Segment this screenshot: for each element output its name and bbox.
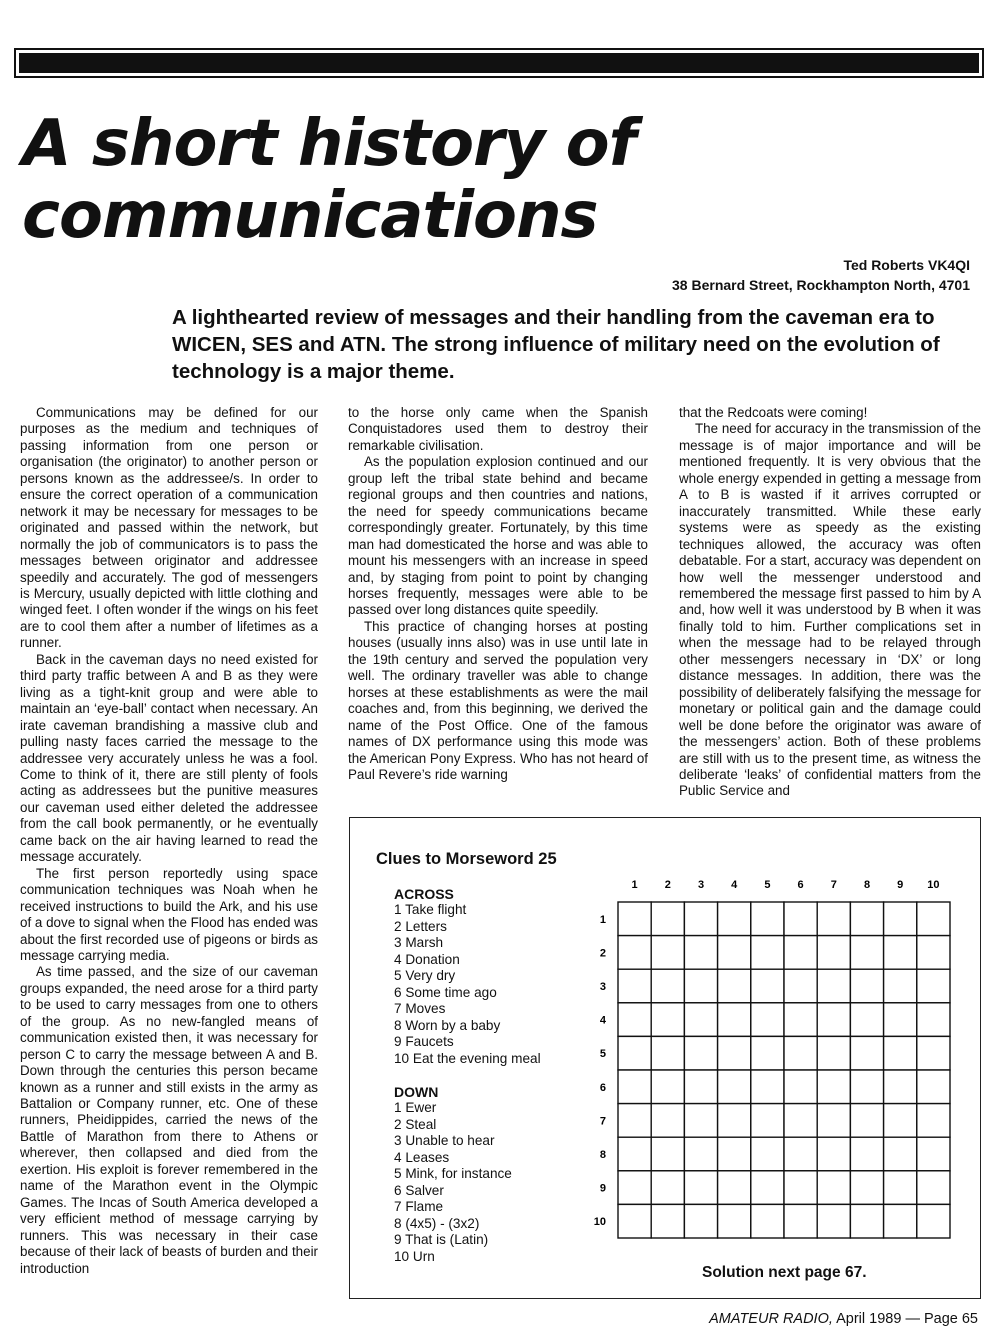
grid-cell <box>684 1003 717 1037</box>
grid-cell <box>884 936 917 970</box>
grid-cell <box>684 1204 717 1238</box>
clue-item: 5 Very dry <box>394 968 456 984</box>
grid-cell <box>751 1036 784 1070</box>
grid-cell <box>618 936 651 970</box>
author-block <box>672 255 970 295</box>
grid-cell <box>618 1104 651 1138</box>
grid-cell <box>784 1036 817 1070</box>
clue-item: 3 Marsh <box>394 935 444 951</box>
row-number: 10 <box>593 1216 606 1229</box>
grid-cell <box>884 1104 917 1138</box>
grid-cell <box>817 936 850 970</box>
grid-cell <box>618 969 651 1003</box>
grid-cell <box>718 936 751 970</box>
grid-cell <box>817 1104 850 1138</box>
grid-cell <box>718 1104 751 1138</box>
grid-cell <box>651 1003 684 1037</box>
grid-cell <box>751 969 784 1003</box>
grid-cell <box>718 969 751 1003</box>
solution-note: Solution next page 67. <box>702 1264 867 1281</box>
grid-cell <box>850 902 883 936</box>
clue-item: 6 Salver <box>394 1182 444 1198</box>
grid-cell <box>751 1171 784 1205</box>
grid-cell <box>618 1137 651 1171</box>
grid-cell <box>684 902 717 936</box>
title-line-2: communications <box>22 179 598 253</box>
column-number: 1 <box>631 879 638 891</box>
grid-cell <box>618 1036 651 1070</box>
grid-cell <box>684 1070 717 1104</box>
article-lede: A lighthearted review of messages and their handling from the caveman era to WICEN, SES and ATN. The strong influence of military need on the evolution of technology is a major theme. <box>172 306 940 383</box>
grid-cell <box>850 969 883 1003</box>
clue-item: 5 Mink, for instance <box>394 1166 512 1182</box>
row-number: 3 <box>599 981 606 993</box>
morseword-box <box>349 817 981 1299</box>
row-number: 1 <box>599 913 606 926</box>
grid-cell <box>917 969 950 1003</box>
grid-cell <box>618 902 651 936</box>
grid-cell <box>784 1171 817 1205</box>
puzzle-grid <box>350 818 980 1298</box>
grid-cell <box>917 1003 950 1037</box>
column-number: 8 <box>863 879 871 891</box>
grid-cell <box>618 1171 651 1205</box>
grid-cell <box>651 902 684 936</box>
grid-cell <box>718 1137 751 1171</box>
paragraph: Back in the caveman days no need existed for third party traffic between A and B as they were living as a tight-knit group and were able to maintain an ‘eye-ball’ contact when necessary. An irate caveman brandishing a massive club and pulling nasty faces carried the message to the addressee very accurately unless he was a fool. Come to think of it, there are still plenty of fools acting as addressees but the punitive measures our caveman used either deleted the addressee from the call book permanently, or he eventually came back on the air having learned to read the message accurately. <box>20 651 318 865</box>
grid-cell <box>651 1137 684 1171</box>
row-number: 8 <box>599 1149 606 1161</box>
grid-cell <box>784 1204 817 1238</box>
grid-cell <box>850 1036 883 1070</box>
grid-cell <box>817 1204 850 1238</box>
grid-cell <box>884 1137 917 1171</box>
grid-cell <box>884 1204 917 1238</box>
grid-cell <box>684 1171 717 1205</box>
row-number: 5 <box>599 1048 606 1061</box>
grid-cell <box>817 902 850 936</box>
grid-cell <box>884 1003 917 1037</box>
grid-cell <box>850 936 883 970</box>
row-number: 7 <box>599 1115 606 1128</box>
row-number: 4 <box>599 1014 606 1027</box>
grid-cell <box>850 1137 883 1171</box>
grid-cell <box>917 902 950 936</box>
grid-cell <box>884 1171 917 1205</box>
header-rule <box>14 48 984 78</box>
issue-page: April 1989 — Page 65 <box>832 1311 978 1327</box>
grid-cell <box>784 936 817 970</box>
grid-cell <box>817 1036 850 1070</box>
paragraph: As time passed, and the size of our caveman groups expanded, the need arose for a third party to be used to carry messages from one to others of the group. As no new-fangled means of communication existed then, it was necessary for person C to carry the message between A and B. Down through the centuries this person became known as a runner and still exists in the army as Battalion or Company runner, etc. One of these runners, Pheidippides, carried the news of the Battle of Marathon from there to Athens or wherever, then collapsed and died from the exertion. His exploit is forever remembered in the name of the Marathon event in the Olympic Games. The Incas of South America developed a very efficient method of message carrying by runners. This was necessary in their case because of their lack of beasts of burden and their introduction <box>20 964 318 1276</box>
paragraph: This practice of changing horses at posting houses (usually inns also) was in use until late in the 19th century and served the population very well. The ordinary traveller was able to change horses at these establishments as were the mail coaches and, from this beginning, we derived the name of the Post Office. One of the famous names of DX performance using this mode was the American Pony Express. Who has not heard of Paul Revere’s ride warning <box>348 618 648 782</box>
grid-cell <box>751 1070 784 1104</box>
grid-cell <box>651 969 684 1003</box>
clue-item: 8 (4x5) - (3x2) <box>394 1215 480 1231</box>
clue-item: 6 Some time ago <box>394 984 497 1000</box>
text-column-3 <box>679 405 981 800</box>
clue-item: 1 Take flight <box>394 902 467 918</box>
grid-cell <box>784 969 817 1003</box>
grid-cell <box>917 1137 950 1171</box>
grid-cell <box>684 1104 717 1138</box>
grid-cell <box>817 1137 850 1171</box>
puzzle-title: Clues to Morseword 25 <box>376 850 557 868</box>
clue-item: 1 Ewer <box>394 1100 437 1116</box>
clue-item: 3 Unable to hear <box>394 1133 495 1149</box>
paragraph: The first person reportedly using space communication techniques was Noah when he received instructions to build the Ark, and his use of a dove to signal when the Flood has ended was about the first recorded use of pigeons or birds as message carrying media. <box>20 865 318 963</box>
grid-cell <box>917 1070 950 1104</box>
grid-cell <box>784 1104 817 1138</box>
grid-cell <box>917 936 950 970</box>
grid-cell <box>651 1104 684 1138</box>
paragraph: that the Redcoats were coming! <box>679 405 868 420</box>
grid-cell <box>618 1204 651 1238</box>
grid-cell <box>718 1171 751 1205</box>
grid-cell <box>651 1070 684 1104</box>
grid-cell <box>618 1070 651 1104</box>
grid-cell <box>850 1104 883 1138</box>
grid-cell <box>917 1036 950 1070</box>
grid-cell <box>718 1070 751 1104</box>
grid-cell <box>618 1003 651 1037</box>
paragraph: to the horse only came when the Spanish Conquistadores used them to destroy their remarkable civilisation. <box>348 405 648 453</box>
column-number: 4 <box>731 879 738 891</box>
grid-cell <box>684 1137 717 1171</box>
clue-item: 2 Letters <box>394 918 447 934</box>
grid-cell <box>850 1003 883 1037</box>
grid-cell <box>850 1204 883 1238</box>
grid-cell <box>917 1204 950 1238</box>
column-number: 7 <box>830 879 837 891</box>
grid-cell <box>718 902 751 936</box>
column-number: 6 <box>797 879 804 891</box>
row-number: 6 <box>599 1081 606 1094</box>
column-number: 5 <box>764 879 771 891</box>
column-number: 10 <box>927 879 940 891</box>
grid-cell <box>784 1137 817 1171</box>
magazine-name: AMATEUR RADIO, <box>709 1311 833 1327</box>
grid-cell <box>718 1204 751 1238</box>
paragraph: Communications may be defined for our purposes as the medium and techniques of passing information from one person or organisation (the originator) to another person or persons known as the addressee/s. In order to ensure the correct operation of a communication network it may be necessary for messages to be originated and passed within the network, but normally the job of communicators is to pass the messages between originator and addressee speedily and accurately. The god of messengers is Mercury, usually depicted with little clothing and winged feet. I often wonder if the wings on his feet are to cool them after a number of lifetimes as a runner. <box>20 405 318 651</box>
grid-cell <box>917 1104 950 1138</box>
down-header: DOWN <box>394 1083 439 1100</box>
grid-cell <box>784 1003 817 1037</box>
grid-cell <box>884 969 917 1003</box>
grid-cell <box>917 1171 950 1205</box>
column-number: 2 <box>664 879 671 891</box>
grid-cell <box>751 1104 784 1138</box>
grid-cell <box>751 936 784 970</box>
grid-cell <box>651 1204 684 1238</box>
clue-item: 10 Urn <box>394 1248 435 1264</box>
grid-cell <box>884 902 917 936</box>
grid-cell <box>651 1171 684 1205</box>
grid-cell <box>751 1137 784 1171</box>
grid-cell <box>850 1070 883 1104</box>
grid-cell <box>684 1036 717 1070</box>
grid-cell <box>850 1171 883 1205</box>
grid-cell <box>651 936 684 970</box>
grid-cell <box>684 936 717 970</box>
column-number: 3 <box>697 879 705 891</box>
clue-item: 9 That is (Latin) <box>394 1232 489 1248</box>
grid-cell <box>684 969 717 1003</box>
page-footer <box>709 1311 978 1327</box>
grid-cell <box>884 1070 917 1104</box>
grid-cell <box>718 1036 751 1070</box>
clue-item: 7 Flame <box>394 1199 444 1215</box>
clue-item: 8 Worn by a baby <box>394 1017 501 1033</box>
grid-cell <box>817 969 850 1003</box>
grid-cell <box>751 1003 784 1037</box>
paragraph: The need for accuracy in the transmission of the message is of major importance and will be mentioned frequently. It is very obvious that the whole energy expended in getting a message from A to B is wasted if it arrives corrupted or inaccurately transmitted. While these early systems were as speedy as the existing techniques allowed, the accuracy was often debatable. For a start, accuracy was dependent on how well the messenger understood and remembered the message first passed to him by A and, how well it was understood by B when it was finally told to him. Further complications set in when the message had to be relayed through other messengers necessary in ‘DX’ or long distance messages. In addition, there was the possibility of deliberately falsifying the message for monetary or political gain and the damage could well be done before the originator was aware of the messengers’ action. Both of these problems are still with us to the present time, as witness the deliberate ‘leaks’ of confidential matters from the Public Service and <box>679 421 981 799</box>
clue-item: 9 Faucets <box>394 1034 454 1050</box>
grid-cell <box>651 1036 684 1070</box>
clue-item: 2 Steal <box>394 1116 437 1132</box>
paragraph: As the population explosion continued and our group left the tribal state behind and became regional groups and then countries and nations, the need for speedy communications became correspondingly greater. Fortunately, by this time man had domesticated the horse and was able to mount his messengers with an increase in speed and, by staging from point to point by changing horses frequently, messages were able to be passed over long distances quite speedily. <box>348 454 648 618</box>
row-number: 9 <box>599 1182 606 1195</box>
grid-cell <box>817 1171 850 1205</box>
grid-cell <box>784 902 817 936</box>
text-column-2 <box>348 405 648 783</box>
row-number: 2 <box>599 947 606 960</box>
author-name: Ted Roberts VK4QI <box>843 257 970 273</box>
grid-cell <box>784 1070 817 1104</box>
column-number: 9 <box>897 879 904 891</box>
clue-item: 10 Eat the evening meal <box>394 1050 541 1066</box>
grid-cell <box>718 1003 751 1037</box>
clue-item: 4 Donation <box>394 951 460 967</box>
grid-cell <box>751 1204 784 1238</box>
title-line-1: A short history of <box>22 107 636 181</box>
across-header: ACROSS <box>394 886 454 902</box>
clue-item: 4 Leases <box>394 1149 450 1165</box>
text-column-1 <box>20 405 318 1277</box>
author-address: 38 Bernard Street, Rockhampton North, 4701 <box>672 277 970 293</box>
grid-cell <box>884 1036 917 1070</box>
grid-cell <box>817 1070 850 1104</box>
clue-item: 7 Moves <box>394 1001 446 1017</box>
grid-cell <box>817 1003 850 1037</box>
article-title <box>22 108 635 252</box>
grid-cell <box>751 902 784 936</box>
